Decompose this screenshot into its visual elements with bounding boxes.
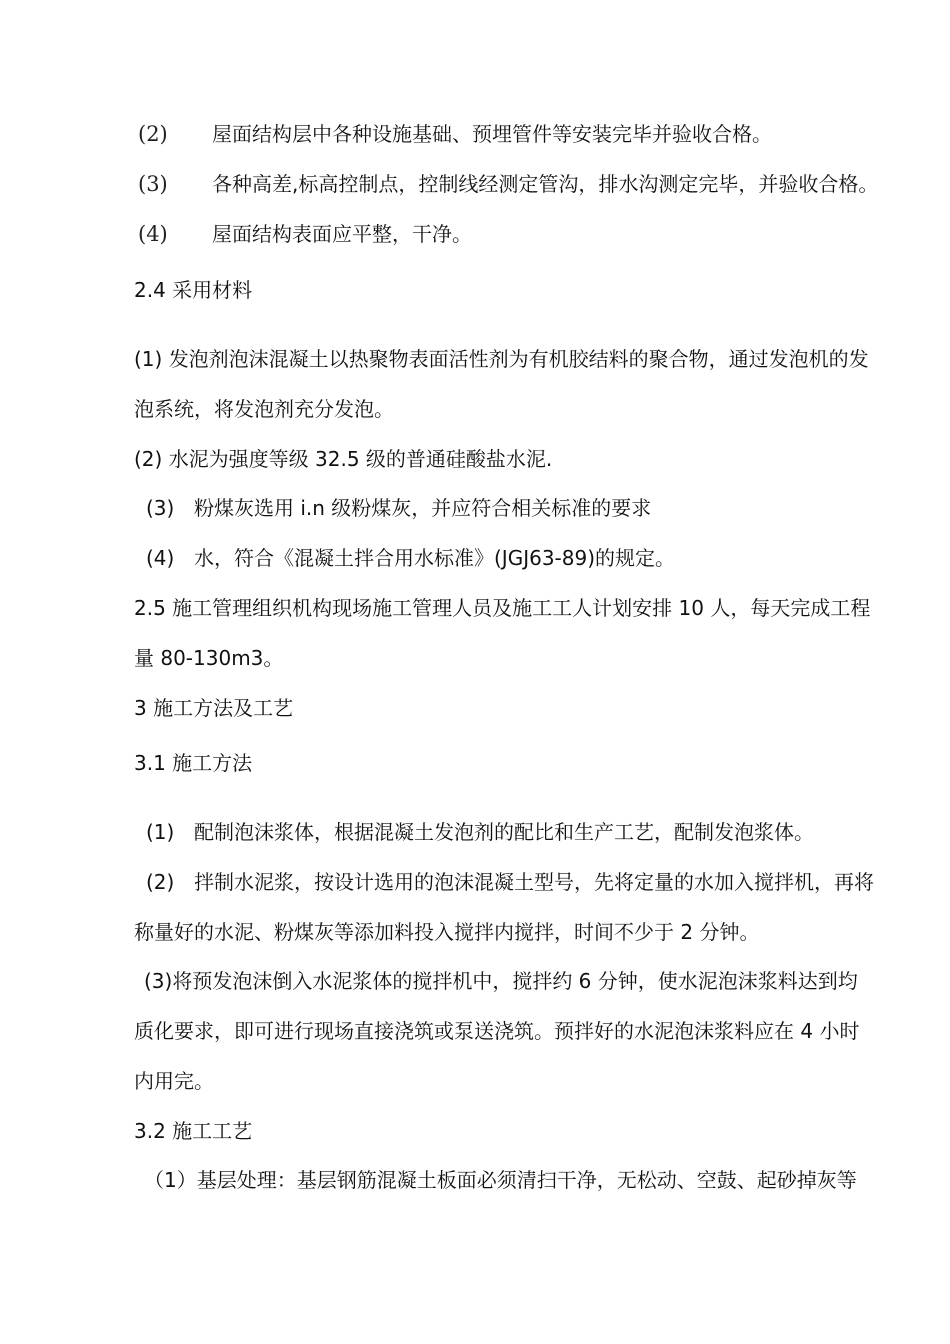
intro-item-2 xyxy=(138,121,772,147)
section-2-4-item-3 xyxy=(146,495,652,521)
intro-item-2-text: 屋面结构层中各种设施基础、预埋管件等安装完毕并验收合格。 xyxy=(212,122,772,146)
section-3-heading: 3 施工方法及工艺 xyxy=(134,696,294,720)
section-3-1-item-1 xyxy=(146,819,814,845)
intro-item-4-text: 屋面结构表面应平整，干净。 xyxy=(212,222,472,246)
intro-item-3 xyxy=(138,171,879,197)
section-3-1-item-1-number: (1) xyxy=(146,820,175,844)
intro-item-4 xyxy=(138,221,472,247)
section-3-1-item-2-line-2: 称量好的水泥、粉煤灰等添加料投入搅拌内搅拌，时间不少于 2 分钟。 xyxy=(134,920,760,944)
section-3-2-heading: 3.2 施工工艺 xyxy=(134,1119,253,1143)
section-2-4-heading: 2.4 采用材料 xyxy=(134,278,253,302)
section-2-5-line-1: 2.5 施工管理组织机构现场施工管理人员及施工工人计划安排 10 人，每天完成工程 xyxy=(134,596,871,620)
section-3-1-item-3-line-2: 质化要求，即可进行现场直接浇筑或泵送浇筑。预拌好的水泥泡沫浆料应在 4 小时 xyxy=(134,1019,860,1043)
section-2-4-item-4 xyxy=(146,545,676,571)
section-3-1-item-3-line-1: (3)将预发泡沫倒入水泥浆体的搅拌机中，搅拌约 6 分钟，使水泥泡沫浆料达到均 xyxy=(144,969,858,993)
intro-item-3-text: 各种高差,标高控制点，控制线经测定管沟，排水沟测定完毕，并验收合格。 xyxy=(212,172,879,196)
section-3-1-item-2-number: (2) xyxy=(146,870,175,894)
section-3-1-heading: 3.1 施工方法 xyxy=(134,751,253,775)
section-3-2-item-1: （1）基层处理：基层钢筋混凝土板面必须清扫干净，无松动、空鼓、起砂掉灰等 xyxy=(144,1168,857,1192)
section-2-4-item-1-line-2: 泡系统，将发泡剂充分发泡。 xyxy=(134,397,394,421)
section-2-4-item-4-number: (4) xyxy=(146,546,175,570)
section-2-5-line-2: 量 80-130m3。 xyxy=(134,646,284,670)
section-2-4-item-1-line-1: (1) 发泡剂泡沫混凝土以热聚物表面活性剂为有机胶结料的聚合物，通过发泡机的发 xyxy=(134,347,869,371)
section-3-1-item-1-text: 配制泡沫浆体，根据混凝土发泡剂的配比和生产工艺，配制发泡浆体。 xyxy=(194,820,814,844)
intro-item-2-number: (2) xyxy=(138,122,168,146)
section-3-1-item-3-line-3: 内用完。 xyxy=(134,1069,214,1093)
intro-item-3-number: (3) xyxy=(138,172,168,196)
section-2-4-item-3-number: (3) xyxy=(146,496,175,520)
section-2-4-item-2: (2) 水泥为强度等级 32.5 级的普通硅酸盐水泥. xyxy=(134,447,553,471)
section-2-4-item-4-text: 水，符合《混凝土拌合用水标准》(JGJ63-89)的规定。 xyxy=(194,546,676,570)
intro-item-4-number: (4) xyxy=(138,222,168,246)
section-3-1-item-2-line-1: 拌制水泥浆，按设计选用的泡沫混凝土型号，先将定量的水加入搅拌机，再将 xyxy=(194,870,874,894)
section-3-1-item-2 xyxy=(146,869,874,895)
section-2-4-item-3-text: 粉煤灰选用 i.n 级粉煤灰，并应符合相关标准的要求 xyxy=(194,496,652,520)
